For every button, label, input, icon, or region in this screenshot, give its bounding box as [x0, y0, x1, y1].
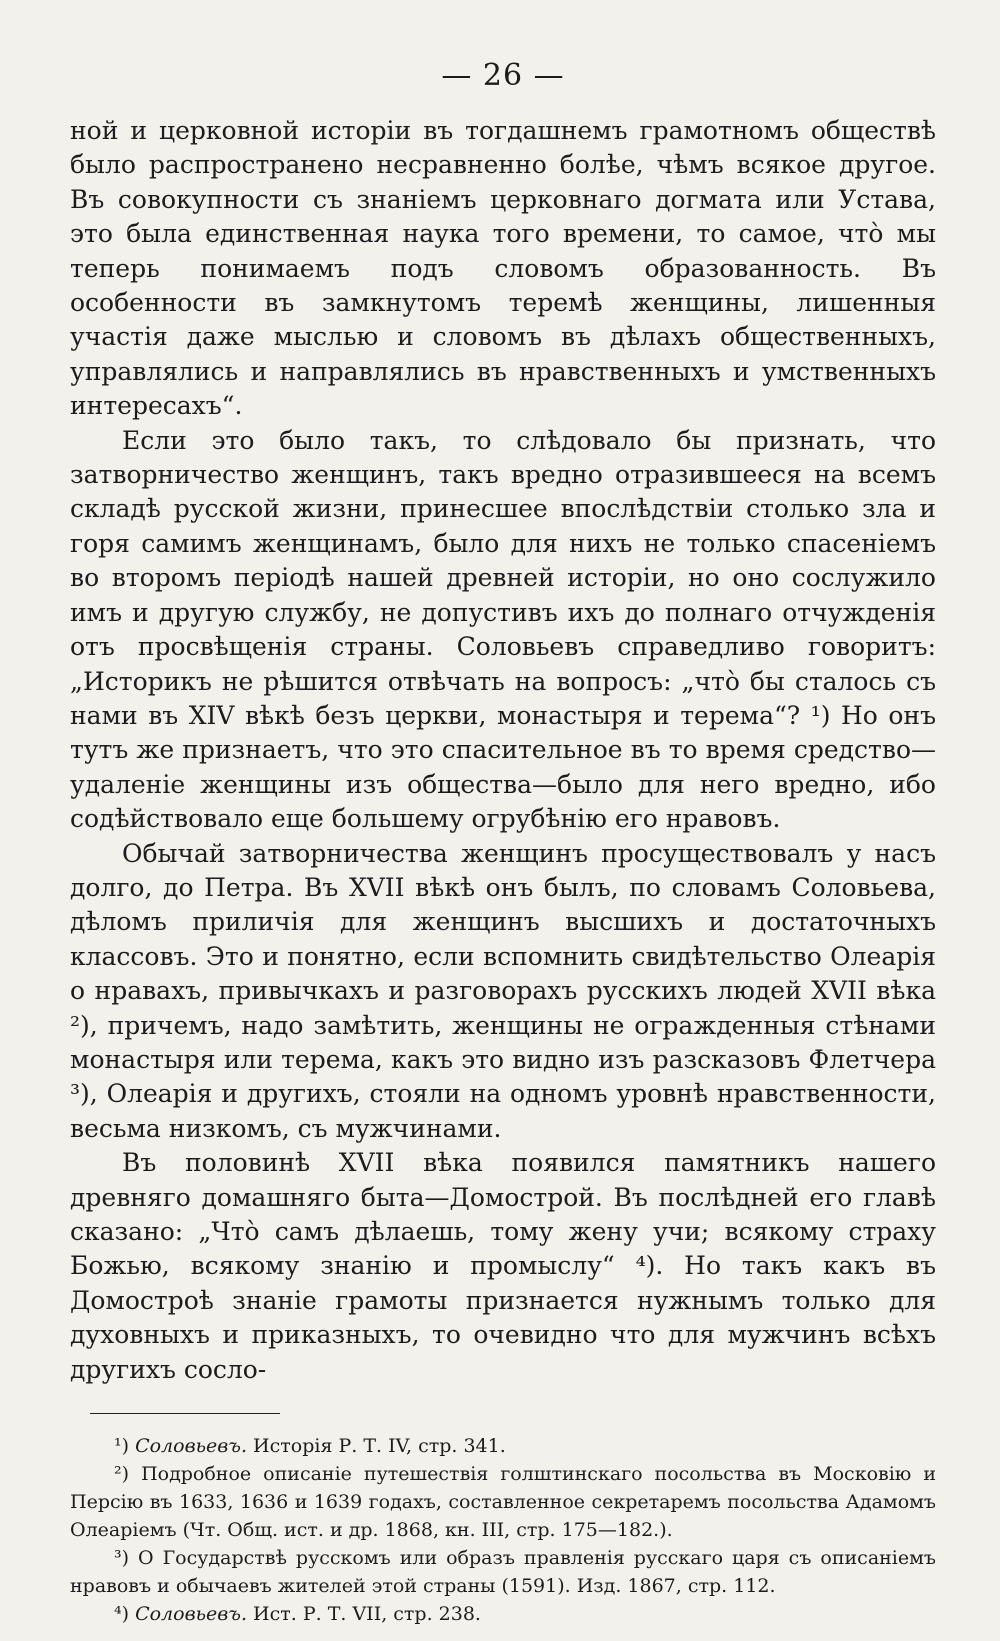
footnote [70, 1460, 936, 1544]
paragraph: Обычай затворничества женщинъ просуществовалъ у насъ долго, до Петра. Въ XVII вѣкѣ онъ былъ, по словамъ Соловьева, дѣломъ приличія для женщинъ высшихъ и достаточныхъ классовъ. Это и понятно, если вспомнить свидѣтельство Олеарія о нравахъ, привычкахъ и разговорахъ русскихъ людей XVII вѣка ²), причемъ, надо замѣтить, женщины не огражденныя стѣнами монастыря или терема, какъ это видно изъ разсказовъ Флетчера ³), Олеарія и другихъ, стояли на одномъ уровнѣ нравственности, весьма низкомъ, съ мужчинами. [70, 838, 936, 1143]
body-text [70, 114, 936, 1387]
footnote-mark: ³) [114, 1547, 130, 1570]
footnote-text: Ист. Р. Т. VII, стр. 238. [253, 1603, 481, 1626]
footnote-divider [90, 1413, 280, 1414]
page-number: — 26 — [441, 58, 565, 93]
footnote-mark: ⁴) [114, 1603, 130, 1626]
footnote [70, 1544, 936, 1600]
footnote [70, 1432, 936, 1460]
footnotes [70, 1432, 936, 1628]
footnote [70, 1600, 936, 1628]
footnote-text: Исторія Р. Т. IV, стр. 341. [253, 1435, 506, 1458]
paragraph: Въ половинѣ XVII вѣка появился памятникъ нашего древняго домашняго быта—Домострой. Въ послѣдней его главѣ сказано: „Что̀ самъ дѣлаешь, тому жену учи; всякому страху Божью, всякому знанію и промыслу“ ⁴). Но такъ какъ въ Домостроѣ знаніе грамоты признается нужнымъ только для духовныхъ и приказныхъ, то очевидно что для мужчинъ всѣхъ другихъ сосло- [70, 1148, 936, 1384]
paragraph: Если это было такъ, то слѣдовало бы признать, что затворничество женщинъ, такъ вредно отразившееся на всемъ складѣ русской жизни, принесшее впослѣдствіи столько зла и горя самимъ женщинамъ, было для нихъ не только спасеніемъ во второмъ періодѣ нашей древней исторіи, но оно сослужило имъ и другую службу, не допустивъ ихъ до полнаго отчужденія отъ просвѣщенія страны. Соловьевъ справедливо говоритъ: „Историкъ не рѣшится отвѣчать на вопросъ: „что̀ бы сталось съ нами въ XIV вѣкѣ безъ церкви, монастыря и терема“? ¹) Но онъ тутъ же признаетъ, что это спасительное въ то время средство—удаленіе женщины изъ общества—было для него вредно, ибо содѣйствовало еще большему огрубѣнію его нравовъ. [70, 425, 936, 834]
footnote-mark: ²) [114, 1463, 130, 1486]
footnote-mark: ¹) [114, 1435, 130, 1458]
paragraph-continued: ной и церковной исторіи въ тогдашнемъ грамотномъ обществѣ было распространено несравненно болѣе, чѣмъ всякое другое. Въ совокупности съ знаніемъ церковнаго догмата или Устава, это была единственная наука того времени, то самое, что̀ мы теперь понимаемъ подъ словомъ образованность. Въ особенности въ замкнутомъ теремѣ женщины, лишенныя участія даже мыслью и словомъ въ дѣлахъ общественныхъ, управлялись и направлялись въ нравственныхъ и умственныхъ интересахъ“. [70, 116, 936, 421]
footnote-text: Подробное описаніе путешествія голштинскаго посольства въ Московію и Персію въ 1633, 1636 и 1639 годахъ, составленное секретаремъ посольства Адамомъ Олеаріемъ (Чт. Общ. ист. и др. 1868, кн. III, стр. 175—182.). [70, 1463, 936, 1542]
footnote-author: Соловьевъ. [135, 1435, 247, 1458]
footnote-author: Соловьевъ. [135, 1603, 247, 1626]
footnote-text: О Государствѣ русскомъ или образъ правленія русскаго царя съ описаніемъ нравовъ и обычаевъ жителей этой страны (1591). Изд. 1867, стр. 112. [70, 1547, 936, 1598]
